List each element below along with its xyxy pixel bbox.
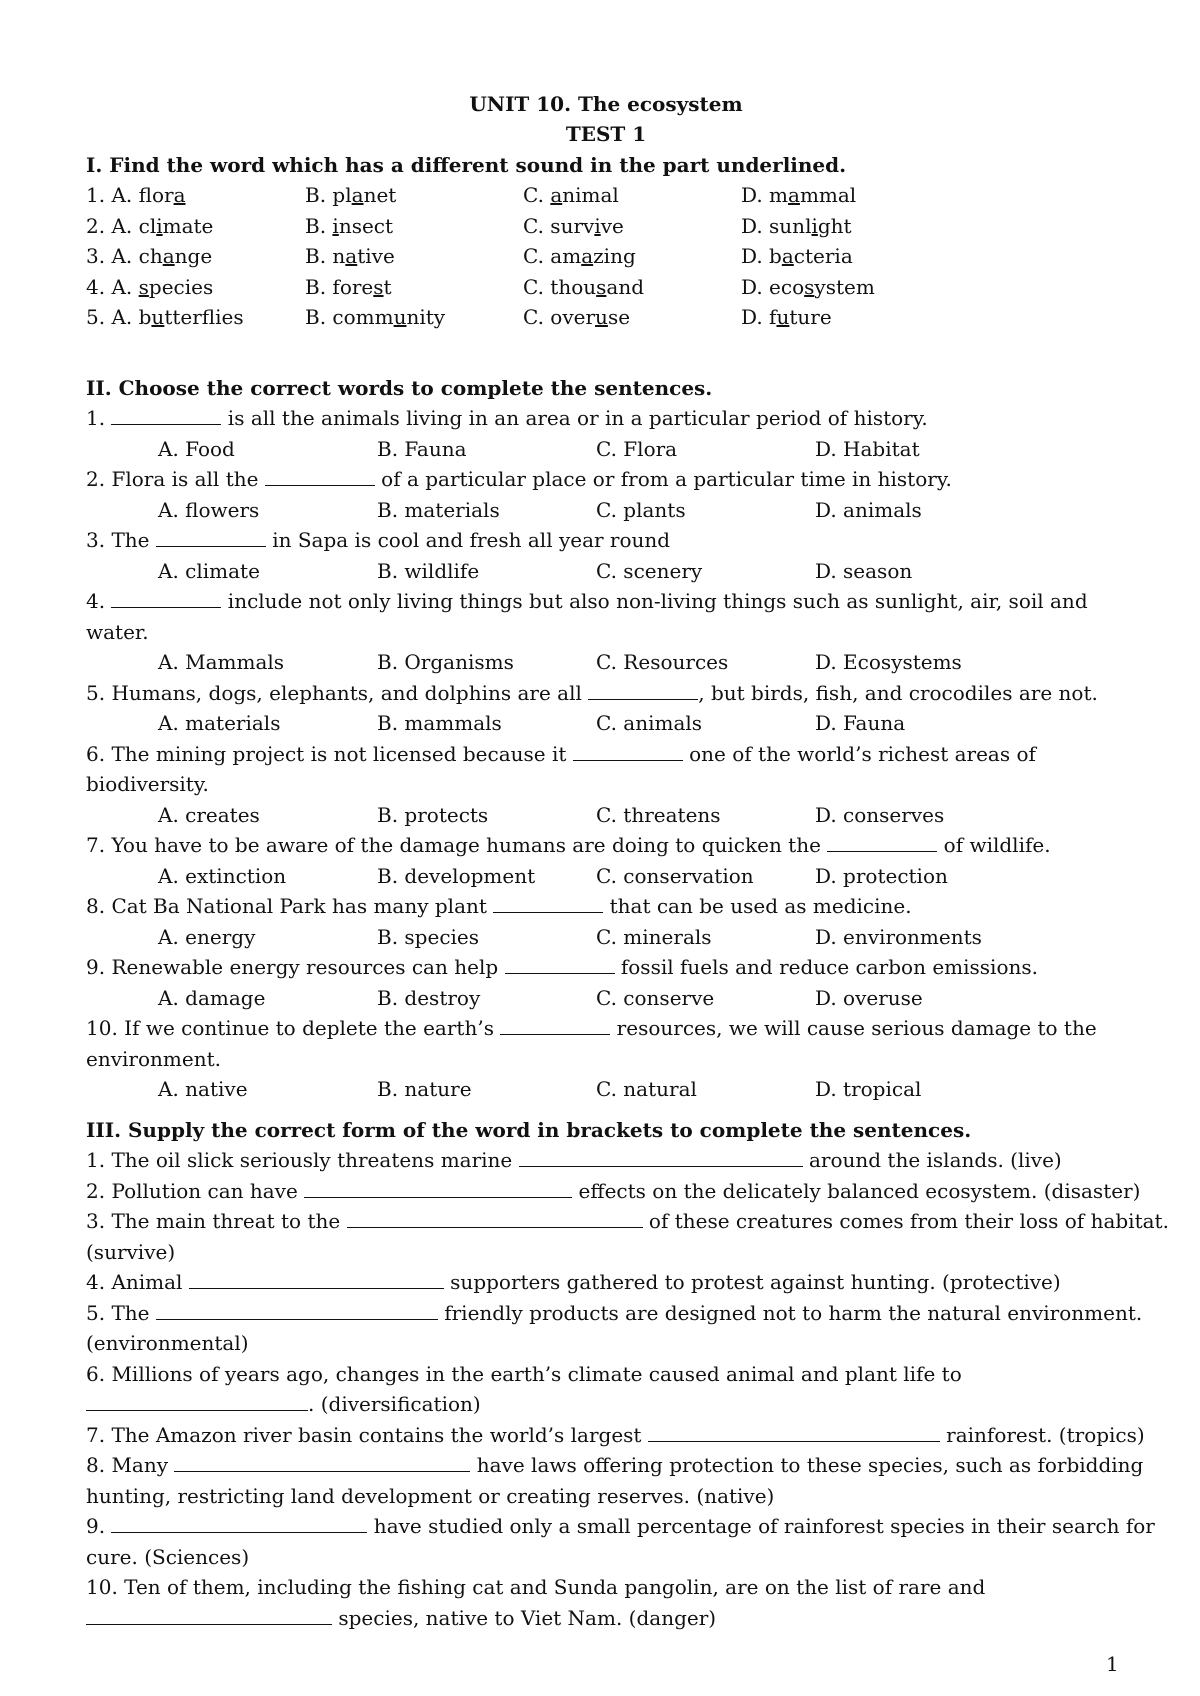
question-line xyxy=(86,526,1126,554)
answer-blank[interactable] xyxy=(111,587,221,608)
question-continuation xyxy=(86,1238,1126,1266)
answer-option[interactable]: C. scenery xyxy=(596,558,703,583)
underlined-part: s xyxy=(373,274,384,299)
pronunciation-option xyxy=(741,181,856,209)
answer-option[interactable]: B. protects xyxy=(377,802,489,827)
question-text: of wildlife. xyxy=(937,833,1051,857)
answer-blank[interactable] xyxy=(156,526,266,547)
question-text: of these creatures comes from their loss of habitat. xyxy=(642,1209,1169,1233)
option-text: zing xyxy=(593,244,636,268)
question-text: one of the world’s richest areas of xyxy=(682,741,1036,766)
answer-option[interactable]: D. environments xyxy=(815,924,982,949)
question-continuation xyxy=(86,1604,1126,1632)
answer-option[interactable]: D. Fauna xyxy=(815,711,906,735)
question-text: resources, we will cause serious damage to the xyxy=(610,1016,1097,1040)
question-text: fossil fuels and reduce carbon emissions. xyxy=(614,955,1038,979)
option-text: se xyxy=(607,305,631,329)
underlined-part: a xyxy=(781,244,794,268)
question-line xyxy=(86,404,1126,432)
answer-option[interactable]: A. extinction xyxy=(158,863,287,888)
unit-title: UNIT 10. The ecosystem xyxy=(469,92,743,116)
underlined-part: i xyxy=(332,213,339,238)
pronunciation-option xyxy=(86,212,213,240)
option-text: ystem xyxy=(814,274,875,299)
option-text: mate xyxy=(162,213,214,238)
answer-blank[interactable] xyxy=(86,1390,308,1411)
answer-option[interactable]: A. energy xyxy=(158,924,256,949)
question-continuation xyxy=(86,1543,1126,1571)
answer-blank[interactable] xyxy=(347,1207,643,1228)
answer-option[interactable]: D. protection xyxy=(815,863,948,888)
pronunciation-option xyxy=(741,242,853,270)
pronunciation-option xyxy=(305,273,392,301)
question-continuation xyxy=(86,1390,1126,1418)
answer-blank[interactable] xyxy=(189,1268,444,1289)
section1-heading: I. Find the word which has a different sound in the part underlined. xyxy=(86,153,847,177)
answer-option[interactable]: B. materials xyxy=(377,497,500,522)
answer-option[interactable]: A. flowers xyxy=(158,497,260,522)
answer-blank[interactable] xyxy=(304,1177,572,1198)
underlined-part: a xyxy=(581,244,594,268)
question-text: 2. Flora is all the xyxy=(86,467,265,491)
question-text: 8. Many xyxy=(86,1453,175,1477)
pronunciation-option xyxy=(86,242,212,270)
question-continuation: biodiversity. xyxy=(86,772,209,796)
question-text: 2. Pollution can have xyxy=(86,1178,305,1203)
pronunciation-option xyxy=(305,242,395,270)
answer-option[interactable]: B. Fauna xyxy=(377,436,467,461)
question-text: 5. Humans, dogs, elephants, and dolphins are all xyxy=(86,680,589,705)
question-text: 3. The xyxy=(86,528,156,552)
answer-option[interactable]: B. destroy xyxy=(377,985,481,1010)
option-text: A. ch xyxy=(111,244,163,268)
question-text: in Sapa is cool and fresh all year round xyxy=(265,528,671,552)
question-number: 3. xyxy=(86,244,112,268)
question-text: 5. The xyxy=(86,1300,156,1325)
option-text: tterflies xyxy=(164,305,244,329)
question-line xyxy=(86,465,1126,493)
option-text: ture xyxy=(789,305,832,329)
underlined-part: i xyxy=(811,213,818,238)
question-text: 1. xyxy=(86,406,112,430)
question-text: 6. Millions of years ago, changes in the earth’s climate caused animal and plant life to xyxy=(86,1361,962,1386)
question-text: friendly products are designed not to harm the natural environment. xyxy=(437,1300,1143,1325)
question-line xyxy=(86,1512,1155,1540)
answer-option[interactable]: C. minerals xyxy=(596,924,712,949)
question-number: 2. xyxy=(86,213,112,238)
question-text: , but birds, fish, and crocodiles are not. xyxy=(698,680,1098,705)
question-line xyxy=(86,1573,1126,1601)
underlined-part: a xyxy=(345,244,358,268)
option-text: tive xyxy=(357,244,395,268)
answer-option[interactable]: A. creates xyxy=(158,802,260,827)
pronunciation-option xyxy=(523,181,619,209)
question-line xyxy=(86,1299,1143,1327)
answer-option[interactable]: A. climate xyxy=(158,558,260,583)
option-text: A. flor xyxy=(111,183,174,207)
question-number: 5. xyxy=(86,305,112,329)
question-text: that can be used as medicine. xyxy=(603,894,912,918)
pronunciation-option xyxy=(523,212,624,240)
underlined-part: s xyxy=(596,274,607,299)
option-text: A. b xyxy=(111,305,152,329)
option-text: C. xyxy=(523,183,551,207)
option-text: cteria xyxy=(793,244,853,268)
page-number: 1 xyxy=(1106,1652,1119,1676)
option-text: pecies xyxy=(148,274,214,299)
question-text: . (diversification) xyxy=(308,1392,481,1416)
pronunciation-option xyxy=(523,273,644,301)
question-text: 10. If we continue to deplete the earth’s xyxy=(86,1016,501,1040)
underlined-part: u xyxy=(595,305,608,329)
answer-blank[interactable] xyxy=(573,740,683,761)
test-title: TEST 1 xyxy=(565,122,647,146)
answer-option[interactable]: C. Flora xyxy=(596,436,678,461)
answer-blank[interactable] xyxy=(174,1451,470,1472)
underlined-part: u xyxy=(393,305,407,329)
pronunciation-option xyxy=(86,303,244,331)
answer-option[interactable]: A. Food xyxy=(158,436,235,461)
underlined-part: u xyxy=(776,305,790,329)
answer-option[interactable]: D. season xyxy=(815,558,913,583)
answer-option[interactable]: D. Ecosystems xyxy=(815,650,962,674)
answer-blank[interactable] xyxy=(505,953,615,974)
option-text: D. f xyxy=(741,305,777,329)
answer-option[interactable]: A. damage xyxy=(158,985,266,1010)
answer-option[interactable]: C. plants xyxy=(596,497,686,522)
answer-blank[interactable] xyxy=(519,1146,803,1167)
underlined-part: s xyxy=(804,274,815,299)
pronunciation-option xyxy=(86,181,186,209)
answer-option[interactable]: A. native xyxy=(158,1077,248,1101)
question-line xyxy=(86,587,1126,615)
question-text: cure. (Sciences) xyxy=(86,1544,250,1569)
question-line xyxy=(86,1014,1126,1042)
section2-heading: II. Choose the correct words to complete the sentences. xyxy=(86,376,713,400)
pronunciation-option xyxy=(305,303,445,331)
answer-option[interactable]: B. Organisms xyxy=(377,650,514,674)
question-continuation xyxy=(86,1482,1126,1510)
answer-blank[interactable] xyxy=(648,1421,940,1442)
question-line xyxy=(86,1451,1144,1479)
answer-blank[interactable] xyxy=(156,1299,438,1320)
option-text: C. surv xyxy=(523,213,595,238)
option-text: C. thou xyxy=(523,274,597,299)
question-text: rainforest. (tropics) xyxy=(939,1422,1145,1447)
question-line xyxy=(86,1177,1141,1205)
pronunciation-option xyxy=(86,273,213,301)
option-text: C. over xyxy=(523,305,596,329)
option-text: D. b xyxy=(741,244,782,268)
underlined-part: u xyxy=(151,305,165,329)
answer-blank[interactable] xyxy=(265,465,375,486)
underlined-part: a xyxy=(550,183,563,207)
option-text: ve xyxy=(600,213,624,238)
option-text: B. xyxy=(305,213,333,238)
answer-option[interactable]: C. animals xyxy=(596,711,703,735)
answer-option[interactable]: D. Habitat xyxy=(815,436,920,461)
answer-blank[interactable] xyxy=(827,831,937,852)
question-text: have studied only a small percentage of rainforest species in their search for xyxy=(367,1514,1155,1538)
question-line xyxy=(86,953,1126,981)
question-line xyxy=(86,740,1126,768)
option-text: B. pl xyxy=(305,183,352,207)
answer-blank[interactable] xyxy=(588,679,698,700)
question-text: hunting, restricting land development or creating reserves. (native) xyxy=(86,1483,775,1508)
question-text: 7. You have to be aware of the damage humans are doing to quicken the xyxy=(86,833,828,857)
question-text: have laws offering protection to these species, such as forbidding xyxy=(470,1453,1144,1477)
question-continuation: environment. xyxy=(86,1046,221,1071)
answer-option[interactable]: B. mammals xyxy=(377,711,502,735)
question-text: 4. Animal xyxy=(86,1270,189,1294)
answer-option[interactable]: B. wildlife xyxy=(377,558,480,583)
answer-option[interactable]: C. conservation xyxy=(596,863,754,888)
option-text: A. cl xyxy=(111,213,157,238)
question-line xyxy=(86,892,1126,920)
question-continuation xyxy=(86,1329,1126,1357)
option-text: C. am xyxy=(523,244,582,268)
question-line xyxy=(86,831,1126,859)
underlined-part: s xyxy=(138,274,149,299)
answer-option[interactable]: A. Mammals xyxy=(158,650,285,674)
question-number: 1. xyxy=(86,183,112,207)
question-text: effects on the delicately balanced ecosystem. (disaster) xyxy=(572,1178,1141,1203)
answer-blank[interactable] xyxy=(500,1014,610,1035)
question-text: supporters gathered to protest against hunting. (protective) xyxy=(443,1270,1061,1294)
answer-option[interactable]: B. nature xyxy=(377,1077,472,1101)
question-line xyxy=(86,1421,1145,1449)
underlined-part: a xyxy=(788,183,800,207)
question-line xyxy=(86,1207,1169,1235)
option-text: ght xyxy=(817,213,852,238)
question-line xyxy=(86,1146,1126,1174)
underlined-part: a xyxy=(162,244,175,268)
question-text: 6. The mining project is not licensed because it xyxy=(86,741,573,766)
question-text: 9. Renewable energy resources can help xyxy=(86,955,505,979)
option-text: B. fore xyxy=(305,274,374,299)
option-text: nity xyxy=(406,305,446,329)
question-text: of a particular place or from a particular time in history. xyxy=(374,467,952,491)
pronunciation-option xyxy=(305,212,393,240)
question-text: 8. Cat Ba National Park has many plant xyxy=(86,894,494,918)
question-number: 4. xyxy=(86,274,112,299)
option-text: B. n xyxy=(305,244,346,268)
question-text: 10. Ten of them, including the fishing cat and Sunda pangolin, are on the list of rare and xyxy=(86,1575,986,1599)
option-text: nimal xyxy=(562,183,619,207)
answer-option[interactable]: C. threatens xyxy=(596,802,721,827)
question-line xyxy=(86,679,1126,707)
question-text: is all the animals living in an area or in a particular period of history. xyxy=(221,406,928,430)
answer-option[interactable]: D. tropical xyxy=(815,1077,922,1101)
answer-blank[interactable] xyxy=(493,892,603,913)
question-text: (survive) xyxy=(86,1239,176,1264)
option-text: t xyxy=(383,274,392,299)
question-text: (environmental) xyxy=(86,1331,249,1355)
question-line xyxy=(86,1360,1126,1388)
question-text: 1. The oil slick seriously threatens marine xyxy=(86,1148,519,1172)
underlined-part: i xyxy=(594,213,601,238)
answer-option[interactable]: C. Resources xyxy=(596,650,729,674)
underlined-part: a xyxy=(351,183,364,207)
underlined-part: a xyxy=(173,183,186,207)
question-text: include not only living things but also non-living things such as sunlight, air, soil and xyxy=(221,589,1088,613)
pronunciation-option xyxy=(741,212,852,240)
question-text: species, native to Viet Nam. (danger) xyxy=(332,1605,717,1630)
answer-option[interactable]: D. animals xyxy=(815,497,922,522)
option-text: and xyxy=(606,274,645,299)
pronunciation-option xyxy=(523,242,636,270)
question-text: 7. The Amazon river basin contains the world’s largest xyxy=(86,1422,648,1447)
answer-option[interactable]: B. species xyxy=(377,924,480,949)
question-text: around the islands. (live) xyxy=(802,1148,1062,1172)
answer-blank[interactable] xyxy=(111,1512,367,1533)
pronunciation-option xyxy=(523,303,630,331)
answer-option[interactable]: B. development xyxy=(377,863,536,888)
section3-heading: III. Supply the correct form of the word in brackets to complete the sentences. xyxy=(86,1118,972,1142)
underlined-part: i xyxy=(156,213,163,238)
answer-option[interactable]: C. conserve xyxy=(596,985,715,1010)
pronunciation-option xyxy=(741,273,875,301)
answer-option[interactable]: C. natural xyxy=(596,1077,697,1101)
option-text: B. comm xyxy=(305,305,394,329)
answer-option[interactable]: D. conserves xyxy=(815,802,945,827)
pronunciation-option xyxy=(305,181,396,209)
answer-option[interactable]: D. overuse xyxy=(815,985,923,1010)
option-text: net xyxy=(363,183,397,207)
option-text: mmal xyxy=(799,183,857,207)
option-text: D. eco xyxy=(741,274,805,299)
question-text: 9. xyxy=(86,1514,112,1538)
answer-option[interactable]: A. materials xyxy=(158,711,281,735)
question-line xyxy=(86,1268,1126,1296)
option-text: nge xyxy=(174,244,213,268)
answer-blank[interactable] xyxy=(86,1604,332,1625)
pronunciation-option xyxy=(741,303,832,331)
option-text: D. sunl xyxy=(741,213,812,238)
option-text: D. m xyxy=(741,183,789,207)
question-text: 3. The main threat to the xyxy=(86,1209,347,1233)
option-text: nsect xyxy=(338,213,394,238)
option-text: A. xyxy=(111,274,139,299)
question-text: 4. xyxy=(86,589,112,613)
answer-blank[interactable] xyxy=(111,404,221,425)
question-continuation: water. xyxy=(86,619,149,644)
